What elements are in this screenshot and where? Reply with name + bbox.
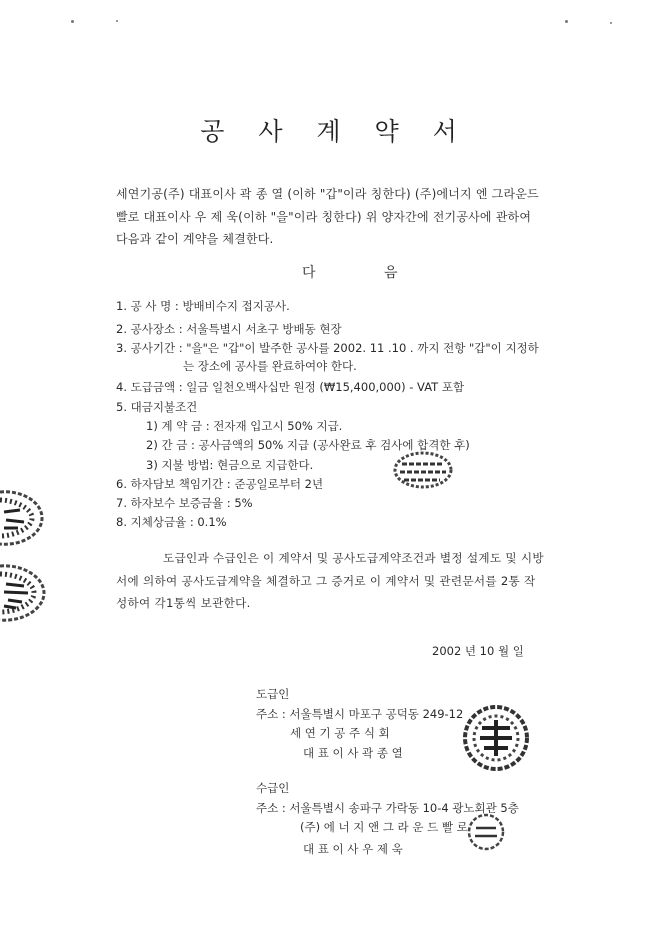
scan-speck [565,20,568,23]
item-payment-interim: 2) 간 금 : 공사금액의 50% 지급 (공사완료 후 검사에 합격한 후) [146,438,470,452]
item-work-name: 1. 공 사 명 : 방배비수지 접지공사. [116,299,290,313]
subcontractor-company: (주) 에 너 지 앤 그 라 운 드 빨 로 [300,820,468,834]
closing-line-2: 서에 의하여 공사도급계약을 체결하고 그 증거로 이 계약서 및 관련문서를 2통 작 [116,574,536,588]
contractor-address: 주소 : 서울특별시 마포구 공덕동 249-12 [256,707,464,721]
item-payment-deposit: 1) 계 약 금 : 전자재 입고시 50% 지급. [146,419,343,433]
contractor-role: 도급인 [256,687,290,701]
scan-speck [610,22,612,24]
scan-speck [71,20,74,23]
subcontractor-role: 수급인 [256,781,290,795]
overlap-stamp [392,450,454,490]
contractor-company-seal [462,702,530,774]
item-payment-terms: 5. 대금지불조건 [116,400,198,414]
margin-seal-top [0,488,44,548]
margin-seal-bottom [0,562,46,624]
subcontractor-address: 주소 : 서울특별시 송파구 가락동 10-4 광노회관 5층 [256,801,519,815]
item-work-period: 3. 공사기간 : "을"은 "갑"이 발주한 공사를 2002. 11 .10 . 까지 전항 "갑"이 지정하 [116,341,539,355]
contractor-company: 세 연 기 공 주 식 회 [290,726,390,740]
closing-line-3: 성하여 각1통씩 보관한다. [116,596,251,610]
contract-date: 2002 년 10 월 일 [432,644,524,658]
item-delay-penalty: 8. 지체상금율 : 0.1% [116,515,227,529]
scan-speck [116,20,118,22]
intro-line-3: 다음과 같이 계약을 체결한다. [116,232,274,246]
item-warranty-bond: 7. 하자보수 보증금율 : 5% [116,496,253,510]
contractor-ceo: 대 표 이 사 곽 종 열 [303,746,403,760]
subcontractor-ceo: 대 표 이 사 우 제 욱 [303,842,403,856]
intro-line-2: 빨로 대표이사 우 제 욱(이하 "을"이라 칭한다) 위 양자간에 전기공사에 관하여 [116,210,532,224]
closing-line-1: 도급인과 수급인은 이 계약서 및 공사도급계약조건과 별정 설계도 및 시방 [163,551,544,565]
heading-left: 다 [302,265,316,281]
subcontractor-company-seal [466,812,506,852]
heading-right: 음 [384,265,398,281]
item-warranty-period: 6. 하자담보 책임기간 : 준공일로부터 2년 [116,477,324,491]
document-title: 공 사 계 약 서 [200,117,470,146]
intro-line-1: 세연기공(주) 대표이사 곽 종 열 (이하 "갑"이라 칭한다) (주)에너지 엔 그라운드 [116,187,539,201]
item-payment-method: 3) 지불 방법: 현금으로 지급한다. [146,458,314,472]
item-work-place: 2. 공사장소 : 서울특별시 서초구 방배동 현장 [116,322,342,336]
item-work-period-cont: 는 장소에 공사를 완료하여야 한다. [183,359,357,373]
item-contract-amount: 4. 도급금액 : 일금 일천오백사십만 원정 (₩15,400,000) - VAT 포함 [116,380,465,394]
